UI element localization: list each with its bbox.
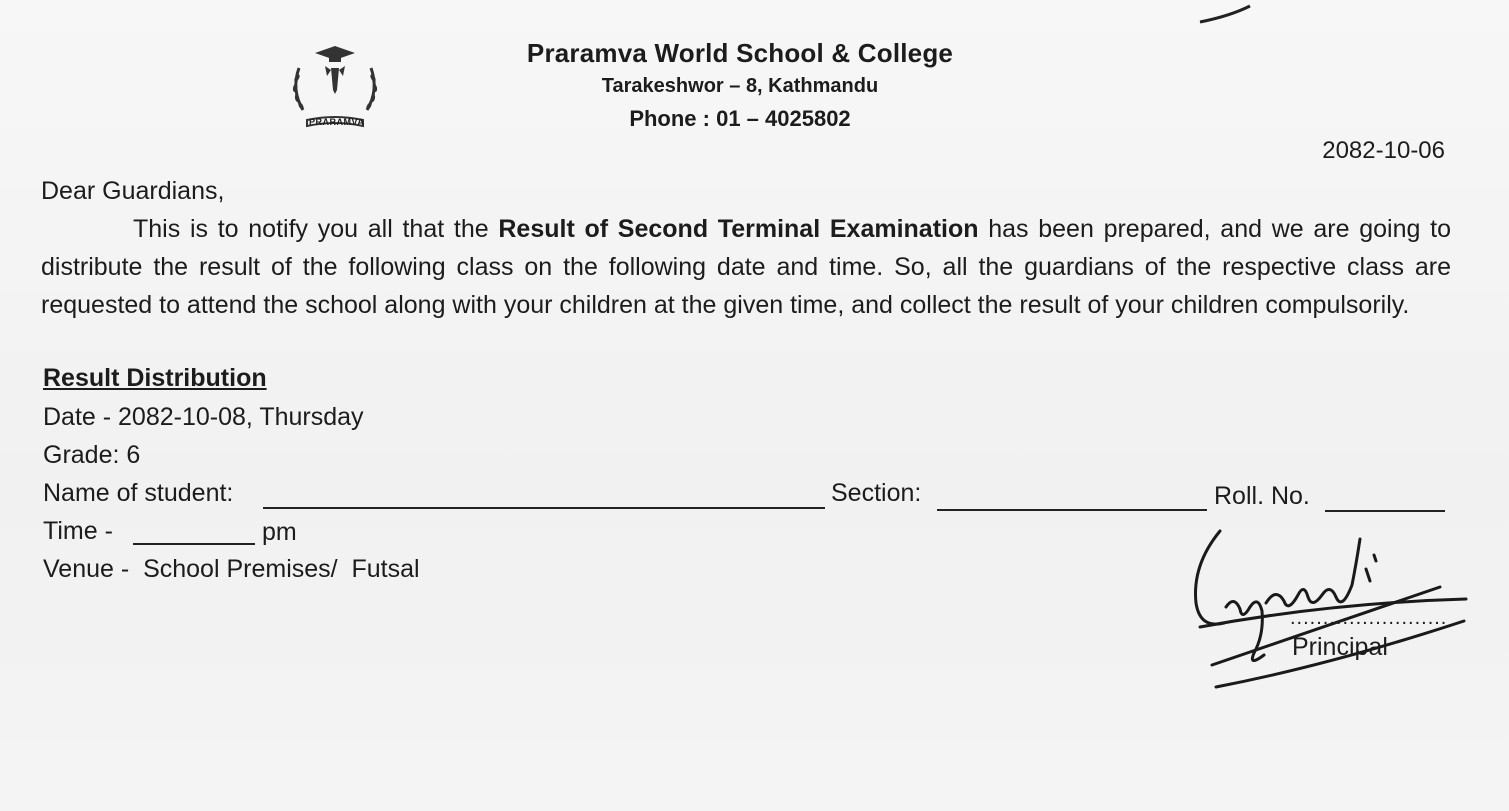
venue-line: Venue - School Premises/ Futsal (43, 555, 420, 583)
pen-mark (1195, 0, 1265, 30)
time-suffix: pm (262, 518, 297, 546)
letterhead (430, 36, 1050, 136)
distribution-heading: Result Distribution (43, 364, 267, 392)
school-address: Tarakeshwor – 8, Kathmandu (601, 75, 879, 97)
logo-text: PRARAMVA (309, 117, 365, 127)
notice-paragraph (41, 210, 1451, 324)
notice-rest: has been prepared, and we are going to distribute the result of the following class on the following date and time. So, all the guardians of the respective class are requested to attend the school along with your children at the given time, and collect the result of your children compulsorily. (41, 215, 1451, 319)
roll-field[interactable] (1325, 510, 1445, 512)
roll-label: Roll. No. (1214, 482, 1310, 510)
time-field[interactable] (133, 543, 255, 545)
letter-date: 2082-10-06 (1322, 137, 1445, 164)
grade-line: Grade: 6 (43, 441, 141, 469)
section-label: Section: (831, 479, 922, 507)
school-name: Praramva World School & College (526, 38, 954, 68)
time-label: Time - (43, 517, 113, 545)
signature-dots: ........................ (1290, 607, 1448, 629)
student-name-field[interactable] (263, 507, 825, 509)
exam-name: Result of Second Terminal Examination (498, 215, 979, 243)
notice-intro: This is to notify you all that the (133, 215, 499, 243)
salutation: Dear Guardians, (41, 177, 225, 205)
school-phone: Phone : 01 – 4025802 (629, 106, 851, 131)
section-field[interactable] (937, 509, 1207, 511)
principal-title: Principal (1292, 633, 1388, 661)
student-name-label: Name of student: (43, 479, 234, 507)
distribution-date: Date - 2082-10-08, Thursday (43, 403, 364, 431)
